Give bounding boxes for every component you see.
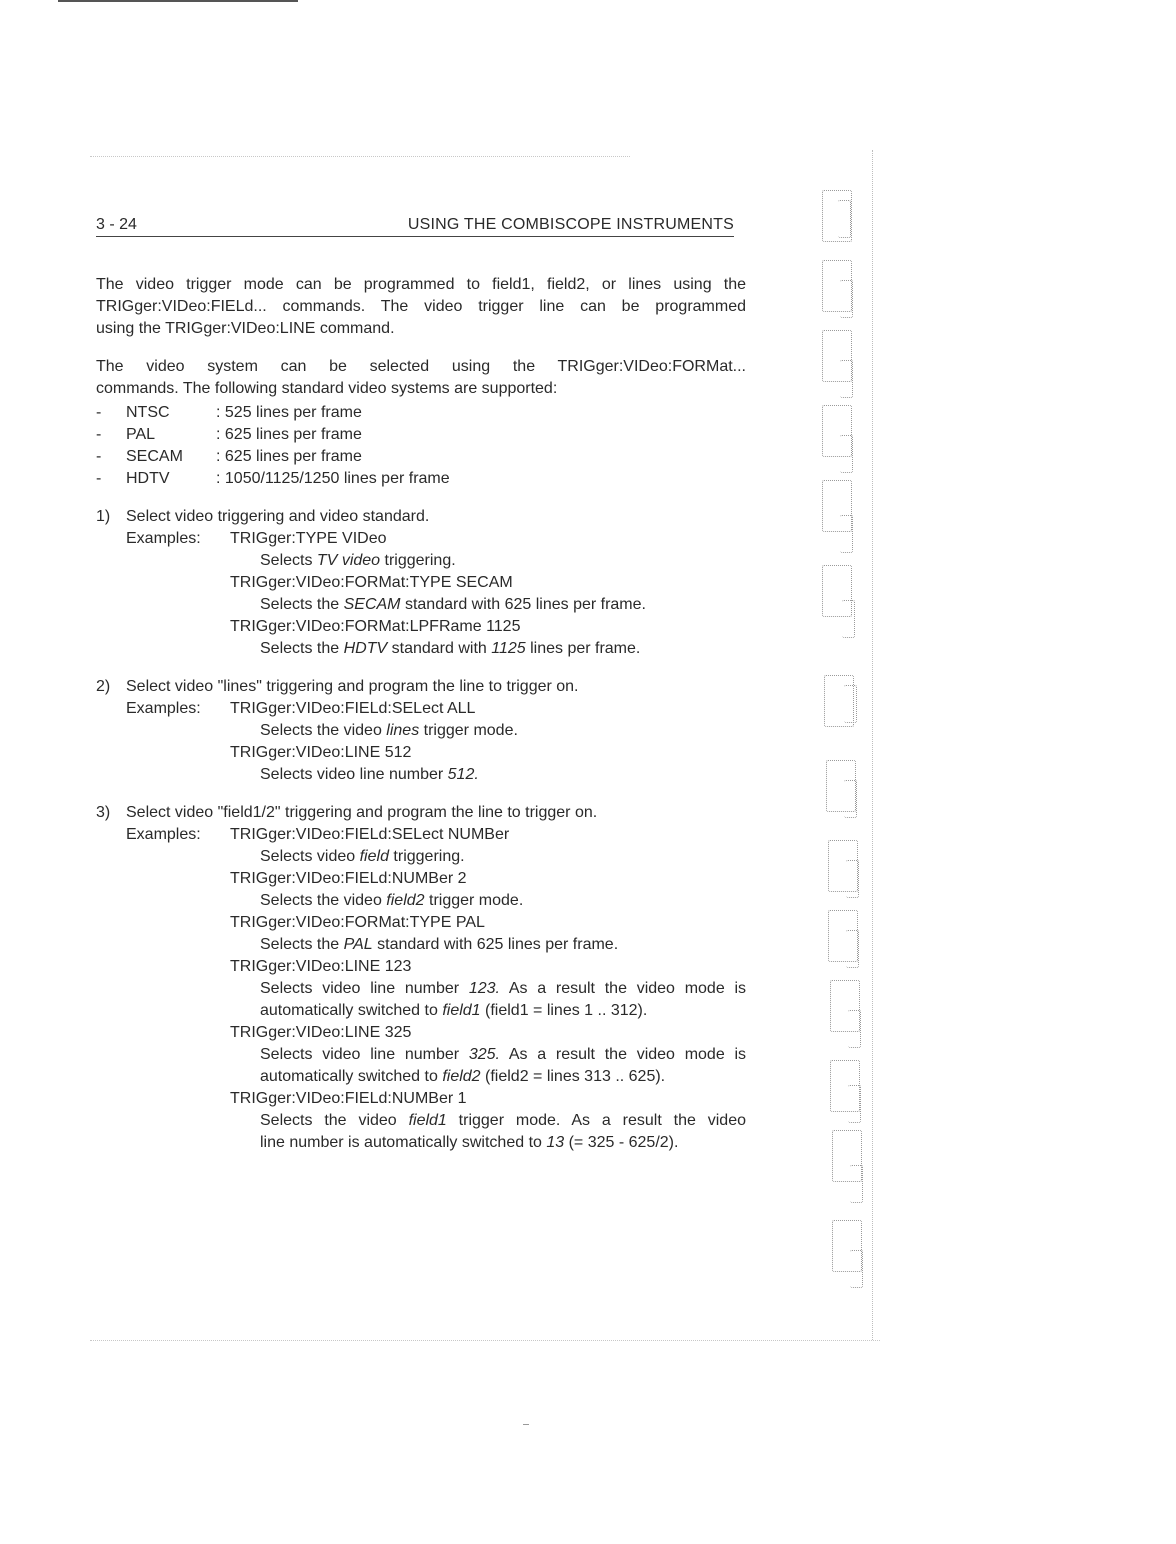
examples-block	[126, 698, 746, 786]
scan-speck	[523, 1424, 529, 1425]
index-tab	[850, 1250, 863, 1288]
command-description: Selects the video field1 trigger mode. As a result the video line number is automatically switched to 13 (= 325 - 625/2).	[260, 1112, 746, 1151]
video-systems-list	[96, 402, 746, 490]
video-system-paragraph	[96, 356, 746, 400]
index-tab	[848, 1010, 861, 1048]
step-number: 1)	[96, 508, 111, 525]
command-text: TRIGger:VIDeo:FIELd:SELect NUMBer	[230, 826, 510, 843]
command-description: Selects TV video triggering.	[260, 552, 456, 569]
command-description: Selects the video lines trigger mode.	[260, 722, 518, 739]
chapter-title: USING THE COMBISCOPE INSTRUMENTS	[407, 216, 734, 233]
step-title: Select video "field1/2" triggering and program the line to trigger on.	[126, 804, 598, 821]
examples-block	[126, 824, 746, 1154]
step-title: Select video triggering and video standard.	[126, 508, 430, 525]
index-tab	[848, 1085, 861, 1123]
examples-list	[230, 528, 746, 660]
scan-dotted-line-top	[90, 156, 630, 157]
list-item	[96, 446, 746, 468]
intro-paragraph	[96, 274, 746, 340]
index-tab	[838, 200, 851, 238]
command-text: TRIGger:TYPE VIDeo	[230, 530, 387, 547]
step-2	[96, 676, 746, 786]
step-number: 2)	[96, 678, 111, 695]
list-dash: -	[96, 404, 102, 421]
page-body	[96, 274, 746, 1170]
command-text: TRIGger:VIDeo:LINE 123	[230, 958, 412, 975]
system-desc: : 625 lines per frame	[216, 426, 362, 443]
index-tab	[840, 280, 853, 318]
examples-block	[126, 528, 746, 660]
step-1	[96, 506, 746, 660]
index-tabs	[820, 180, 876, 1330]
index-tab	[850, 1165, 863, 1203]
list-dash: -	[96, 470, 102, 487]
list-item	[96, 468, 746, 490]
command-text: TRIGger:VIDeo:FIELd:NUMBer 1	[230, 1090, 467, 1107]
step-3	[96, 802, 746, 1154]
index-tab	[844, 780, 857, 818]
page-number: 3 - 24	[96, 216, 137, 233]
index-tab	[846, 930, 859, 968]
index-tab	[844, 685, 857, 723]
text-line: TRIGger:VIDeo:FIELd... commands. The video trigger line can be programmed	[96, 298, 746, 315]
scan-dotted-line-bottom	[90, 1340, 880, 1341]
examples-label: Examples:	[126, 530, 201, 547]
command-text: TRIGger:VIDeo:FORMat:LPFRame 1125	[230, 618, 521, 635]
step-body	[126, 676, 746, 786]
page-header	[96, 214, 734, 237]
command-text: TRIGger:VIDeo:FORMat:TYPE PAL	[230, 914, 485, 931]
command-description: Selects the video field2 trigger mode.	[260, 892, 524, 909]
command-description: Selects the SECAM standard with 625 lines per frame.	[260, 596, 646, 613]
command-text: TRIGger:VIDeo:FIELd:SELect ALL	[230, 700, 476, 717]
step-body	[126, 802, 746, 1154]
step-body	[126, 506, 746, 660]
scan-top-rule	[58, 0, 298, 2]
list-dash: -	[96, 448, 102, 465]
index-tab	[840, 515, 853, 553]
step-number: 3)	[96, 804, 111, 821]
list-dash: -	[96, 426, 102, 443]
command-description: Selects the HDTV standard with 1125 lines per frame.	[260, 640, 641, 657]
command-text: TRIGger:VIDeo:FIELd:NUMBer 2	[230, 870, 467, 887]
examples-list	[230, 824, 746, 1154]
examples-label: Examples:	[126, 826, 201, 843]
text-line: The video trigger mode can be programmed to field1, field2, or lines using the	[96, 276, 746, 293]
command-description: Selects video field triggering.	[260, 848, 465, 865]
command-text: TRIGger:VIDeo:LINE 512	[230, 744, 412, 761]
system-desc: : 1050/1125/1250 lines per frame	[216, 470, 450, 487]
system-name: HDTV	[126, 470, 170, 487]
examples-label: Examples:	[126, 700, 201, 717]
command-description: Selects video line number 123. As a result the video mode is automatically switched to field1 (field1 = lines 1 .. 312).	[260, 980, 747, 1019]
index-tab	[840, 360, 853, 398]
text-line: commands. The following standard video systems are supported:	[96, 380, 558, 397]
examples-list	[230, 698, 746, 786]
text-line: using the TRIGger:VIDeo:LINE command.	[96, 320, 395, 337]
index-tab	[840, 435, 853, 473]
index-tab	[846, 860, 859, 898]
text-line: The video system can be selected using the TRIGger:VIDeo:FORMat...	[96, 358, 746, 375]
step-title: Select video "lines" triggering and program the line to trigger on.	[126, 678, 579, 695]
system-name: PAL	[126, 426, 156, 443]
list-item	[96, 402, 746, 424]
index-tab	[842, 600, 855, 638]
system-name: SECAM	[126, 448, 183, 465]
command-description: Selects the PAL standard with 625 lines per frame.	[260, 936, 619, 953]
system-desc: : 525 lines per frame	[216, 404, 362, 421]
system-desc: : 625 lines per frame	[216, 448, 362, 465]
system-name: NTSC	[126, 404, 170, 421]
command-text: TRIGger:VIDeo:LINE 325	[230, 1024, 412, 1041]
list-item	[96, 424, 746, 446]
command-description: Selects video line number 325. As a result the video mode is automatically switched to field2 (field2 = lines 313 .. 625).	[260, 1046, 747, 1085]
command-text: TRIGger:VIDeo:FORMat:TYPE SECAM	[230, 574, 513, 591]
command-description: Selects video line number 512.	[260, 766, 479, 783]
